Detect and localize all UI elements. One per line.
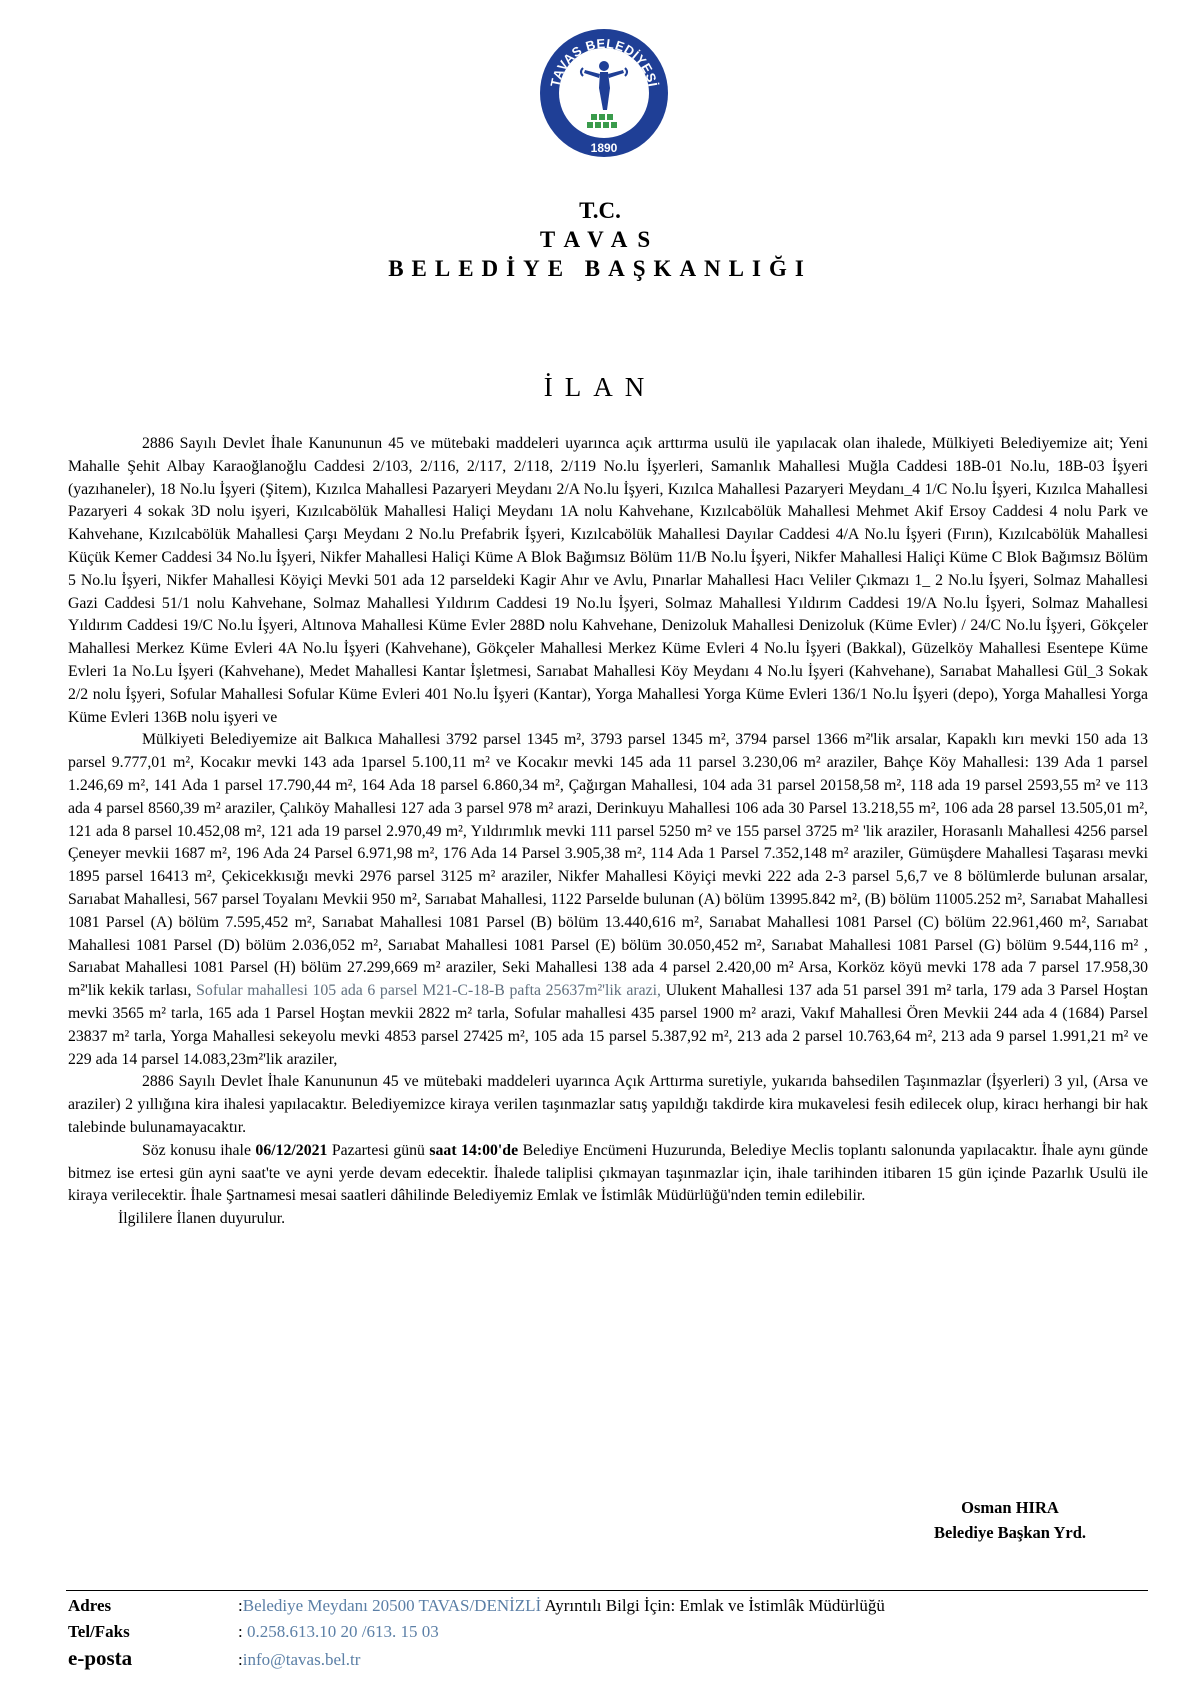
lands-text-sofular: Sofular mahallesi 105 ada 6 parsel M21-C-18-B pafta 25637m²'lik arazi, [196,982,661,1000]
document-header [0,196,1200,283]
announcement-body [68,433,1148,1231]
header-tc: T.C. [579,198,621,223]
signature-block [880,1495,1140,1545]
phone-separator: : [238,1622,243,1641]
footer [68,1593,1148,1671]
email-link[interactable]: info@tavas.bel.tr [242,1650,361,1669]
footer-address-row [68,1593,1148,1619]
auction-text-mid: Pazartesi günü [327,1141,430,1159]
logo-year: 1890 [590,141,618,155]
auction-date: 06/12/2021 [255,1141,328,1159]
footer-email-row [68,1645,1148,1671]
address-extra: Ayrıntılı Bilgi İçin: Emlak ve İstimlâk Müdürlüğü [541,1596,885,1615]
paragraph-workplaces: 2886 Sayılı Devlet İhale Kanununun 45 ve mütebaki maddeleri uyarınca açık arttırma usulü ile yapılacak olan ihalede, Mülkiyeti Belediyemize ait; Yeni Mahalle Şehit Albay Karaoğlanoğlu Caddesi 2/103, 2/116, 2/117, 2/118, 2/119 No.lu İşyerleri, Samanlık Mahallesi Muğla Caddesi 18B-01 No.lu, 18B-03 İşyeri (yazıhaneler), 18 No.lu İşyeri (Şitem), Kızılca Mahallesi Pazaryeri Meydanı 2/A No.lu İşyeri, Kızılca Mahallesi Pazaryeri Meydanı_4 1/C No.lu İşyeri, Kızılca Mahallesi Pazaryeri 4 sokak 3D nolu işyeri, Kızılcabölük Mahallesi Haliçi Meydanı 1A nolu Kahvehane, Kızılcabölük Mahallesi Mehmet Akif Ersoy Caddesi 4 nolu Park ve Kahvehane, Kızılcabölük Mahallesi Çarşı Meydanı 2 No.lu Prefabrik İşyeri, Kızılcabölük Mahallesi Dayılar Caddesi 4/A No.lu İşyeri (Fırın), Kızılcabölük Mahallesi Küçük Kemer Caddesi 34 No.lu İşyeri, Nikfer Mahallesi Haliçi Küme A Blok Bağımsız Bölüm 11/B No.lu İşyeri, Nikfer Mahallesi Haliçi Küme C Blok Bağımsız Bölüm 5 No.lu İşyeri, Nikfer Mahallesi Köyiçi Mevki 501 ada 12 parseldeki Kagir Ahır ve Avlu, Pınarlar Mahallesi Hacı Veliler Çıkmazı 1_ 2 No.lu İşyeri, Solmaz Mahallesi Gazi Caddesi 51/1 nolu Kahvehane, Solmaz Mahallesi Yıldırım Caddesi 19 No.lu İşyeri, Solmaz Mahallesi Yıldırım Caddesi 19/A No.lu İşyeri, Solmaz Mahallesi Yıldırım Caddesi 19/C No.lu İşyeri, Altınova Mahallesi Küme Evler 288D nolu Kahvehane, Denizoluk Mahallesi Denizoluk (Küme Evler) / 24/C No.lu İşyeri, Gökçeler Mahallesi Merkez Küme Evleri 4A No.lu İşyeri (Kahvehane), Gökçeler Mahallesi Merkez Küme Evleri 4 No.lu İşyeri (Bakkal), Güzelköy Mahallesi Esentepe Küme Evleri 1a No.Lu İşyeri (Kahvehane), Medet Mahallesi Kantar İşletmesi, Sarıabat Mahallesi Köy Meydanı 4 No.lu İşyeri (Kahvehane), Sarıabat Mahallesi Gül_3 Sokak 2/2 nolu İşyeri, Sofular Mahallesi Sofular Küme Evleri 401 No.lu İşyeri (Kantar), Yorga Mahallesi Yorga Küme Evleri 136/1 No.lu İşyeri (depo), Yorga Mahallesi Yorga Küme Evleri 136B nolu işyeri ve [68,435,1148,726]
lands-text-1: Mülkiyeti Belediyemize ait Balkıca Mahallesi 3792 parsel 1345 m², 3793 parsel 1345 m², 3794 parsel 1366 m²'lik arsalar, Kapaklı kırı mevki 150 ada 13 parsel 9.777,01 m², Kocakır mevki 143 ada 1parsel 5.100,11 m² ve Kocakır mevki 145 ada 11 parsel 3.230,06 m² araziler, Bahçe Köy Mahallesi: 139 Ada 1 parsel 1.246,69 m², 141 Ada 1 parsel 17.790,44 m², 164 Ada 18 parsel 6.860,34 m², Çağırgan Mahallesi, 104 ada 31 parsel 20158,58 m², 118 ada 19 parsel 2593,55 m² ve 113 ada 4 parsel 8560,39 m² araziler, Çalıköy Mahallesi 127 ada 3 parsel 978 m² arazi, Derinkuyu Mahallesi 106 ada 30 Parsel 13.218,55 m², 106 ada 28 parsel 13.505,01 m², 121 ada 8 parsel 10.452,08 m², 121 ada 19 parsel 2.970,49 m², Yıldırımlık mevki 111 parsel 5250 m² ve 155 parsel 3725 m² 'lik araziler, Horasanlı Mahallesi 4256 parsel Çeneyer mevkii 1687 m², 196 Ada 24 Parsel 6.971,98 m², 176 Ada 14 Parsel 3.905,38 m², 114 Ada 1 Parsel 7.352,148 m² araziler, Gümüşdere Mahallesi Taşarası mevki 1895 parsel 16413 m², Çekicekkısığı mevki 2976 parsel 3125 m² araziler, Nikfer Mahallesi Köyiçi mevki 222 ada 2-3 parsel 5,6,7 ve 8 bölümlerde bulunan arsalar, Sarıabat Mahallesi, 567 parsel Toyalanı Mevkii 950 m², Sarıabat Mahallesi, 1122 Parselde bulunan (A) bölüm 13995.842 m², (B) bölüm 11005.252 m², Sarıabat Mahallesi 1081 Parsel (A) bölüm 7.595,452 m², Sarıabat Mahallesi 1081 Parsel (B) bölüm 13.440,616 m², Sarıabat Mahallesi 1081 Parsel (C) bölüm 22.961,460 m², Sarıabat Mahallesi 1081 Parsel (D) bölüm 2.036,052 m², Sarıabat Mahallesi 1081 Parsel (E) bölüm 30.050,452 m², Sarıabat Mahallesi 1081 Parsel (G) bölüm 9.544,116 m² , Sarıabat Mahallesi 1081 Parsel (H) bölüm 27.299,669 m² araziler, Seki Mahallesi 138 ada 4 parsel 2.420,00 m² Arsa, Korköz köyü mevki 178 ada 7 parsel 17.958,30 m²'lik kekik tarlası, [68,731,1148,1000]
footer-phone-row [68,1619,1148,1645]
signatory-title: Belediye Başkan Yrd. [933,1523,1087,1542]
page-title: İLAN [543,372,657,402]
footer-divider [66,1590,1148,1591]
phone-label: Tel/Faks [68,1622,130,1641]
logo-ring-text: TAVAŞ BELEDİYESİ [547,35,661,89]
lands-text-2: Ulukent Mahallesi 137 ada 51 parsel 391 m² tarla, 179 ada 3 Parsel Hoştan mevki 3565 m² tarla, 165 ada 1 Parsel Hoştan mevkii 2822 m² tarla, Sofular mahallesi 435 parsel 1900 m² arazi, Vakıf Mahallesi Ören Mevkii 244 ada 4 (1684) Parsel 23837 m² tarla, Yorga Mahallesi sekeyolu mevki 4853 parsel 27425 m², 105 ada 15 parsel 5.387,92 m², 213 ada 2 parsel 10.763,64 m², 213 ada 9 parsel 1.991,21 m² ve 229 ada 14 parsel 14.083,23m²'lik araziler, [68,982,1148,1068]
paragraph-rental-terms: 2886 Sayılı Devlet İhale Kanununun 45 ve mütebaki maddeleri uyarınca Açık Arttırma suretiyle, yukarıda bahsedilen Taşınmazlar (İşyerleri) 3 yıl, (Arsa ve araziler) 2 yıllığına kira ihalesi yapılacaktır. Belediyemizce kiraya verilen taşınmazlar satış yapıldığı takdirde kira mukavelesi fesih edilecek olup, kiracı herhangi bir hak talebinde bulunamayacaktır. [68,1073,1148,1136]
tavas-belediyesi-logo [537,26,671,160]
auction-time: saat 14:00'de [429,1141,519,1159]
auction-text-pre: Söz konusu ihale [142,1141,256,1159]
paragraph-auction-date [68,1140,1148,1208]
email-label: e-posta [68,1646,133,1670]
phone-value: 0.258.613.10 20 /613. 15 03 [242,1622,439,1641]
address-separator: : [238,1596,243,1615]
address-label: Adres [68,1596,112,1615]
header-tavas: TAVAS [539,227,661,252]
paragraph-lands [68,729,1148,1071]
email-separator: : [238,1650,243,1669]
signatory-name: Osman HIRA [961,1498,1059,1517]
auction-text-post: Belediye Encümeni Huzurunda, Belediye Meclis toplantı salonunda yapılacaktır. İhale aynı günde bitmez ise ertesi gün ayni saat'te ve ayni yerde devam edecektir. İhalede taliplisi çıkmayan taşınmazlar için, ihale tarihinden itibaren 15 gün içinde Pazarlık Usulü ile kiraya verilecektir. İhale Şartnamesi mesai saatleri dâhilinde Belediyemiz Emlak ve İstimlâk Müdürlüğü'nden temin edilebilir. [68,1141,1148,1205]
address-link[interactable]: Belediye Meydanı 20500 TAVAS/DENİZLİ [242,1596,542,1615]
paragraph-closing: İlgililere İlanen duyurulur. [118,1210,286,1228]
header-belediye-baskanligi: BELEDİYE BAŞKANLIĞI [388,256,812,281]
